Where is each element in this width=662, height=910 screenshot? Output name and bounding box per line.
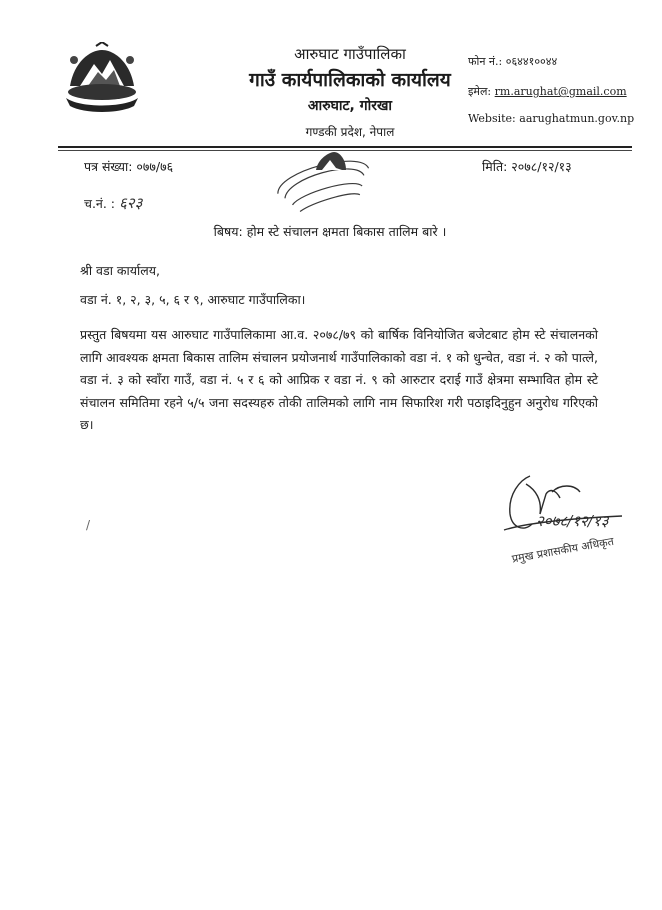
dispatch-number-label: च.नं. : <box>84 196 116 211</box>
office-stamp-icon <box>268 148 378 212</box>
province-country: गण्डकी प्रदेश, नेपाल <box>305 125 395 139</box>
stray-mark: / <box>86 518 91 532</box>
dispatch-number-value: ६२३ <box>119 194 143 212</box>
letter-number-value: ०७७/७६ <box>136 159 174 174</box>
letter-number-label: पत्र संख्या: <box>84 159 133 174</box>
email-link[interactable]: rm.arughat@gmail.com <box>494 85 627 98</box>
phone-number: फोन नं.: ०६४४१००४४ <box>468 55 558 68</box>
email-label: इमेल: <box>468 85 492 98</box>
signature-date: २०७८/१२/१३ <box>536 512 609 530</box>
email-line <box>468 84 627 99</box>
letter-number <box>84 158 173 175</box>
office-location: आरुघाट, गोरखा <box>307 98 393 114</box>
letter-date: मिति: २०७८/१२/१३ <box>482 159 572 174</box>
addressee-office: श्री वडा कार्यालय, <box>80 263 160 278</box>
municipality-name: आरुघाट गाउँपालिका <box>294 45 406 63</box>
dispatch-number <box>84 193 142 213</box>
signatory-title: प्रमुख प्रशासकीय अधिकृत <box>510 534 615 566</box>
letter-body: प्रस्तुत बिषयमा यस आरुघाट गाउँपालिकामा आ.व. २०७८/७९ को बार्षिक विनियोजित बजेटबाट होम स्टे संचालनको लागि आवश्यक क्षमता बिकास तालिम संचालन प्रयोजनार्थ गाउँपालिकाको वडा नं. १ को धुन्चेत, वडा नं. २ को पात्ले, वडा नं. ३ को स्वाँरा गाउँ, वडा नं. ५ र ६ को आप्रिक र वडा नं. ९ को आरुटार दराई गाउँ क्षेत्रमा सम्भावित होम स्टे संचालन समितिमा रहने ५/५ जना सदस्यहरु तोकी तालिमको लागि नाम सिफारिश गरी पठाइदिनुहुन अनुरोध गरिएको छ। <box>80 327 598 432</box>
subject-line: बिषय: होम स्टे संचालन क्षमता बिकास तालिम बारे । <box>213 224 447 239</box>
office-name: गाउँ कार्यपालिकाको कार्यालय <box>249 69 451 91</box>
municipality-emblem-icon <box>60 42 144 114</box>
signature-stamp <box>490 470 630 570</box>
website: Website: aarughatmun.gov.np <box>468 112 635 125</box>
addressee-wards: वडा नं. १, २, ३, ५, ६ र ९, आरुघाट गाउँपालिका। <box>80 292 306 307</box>
